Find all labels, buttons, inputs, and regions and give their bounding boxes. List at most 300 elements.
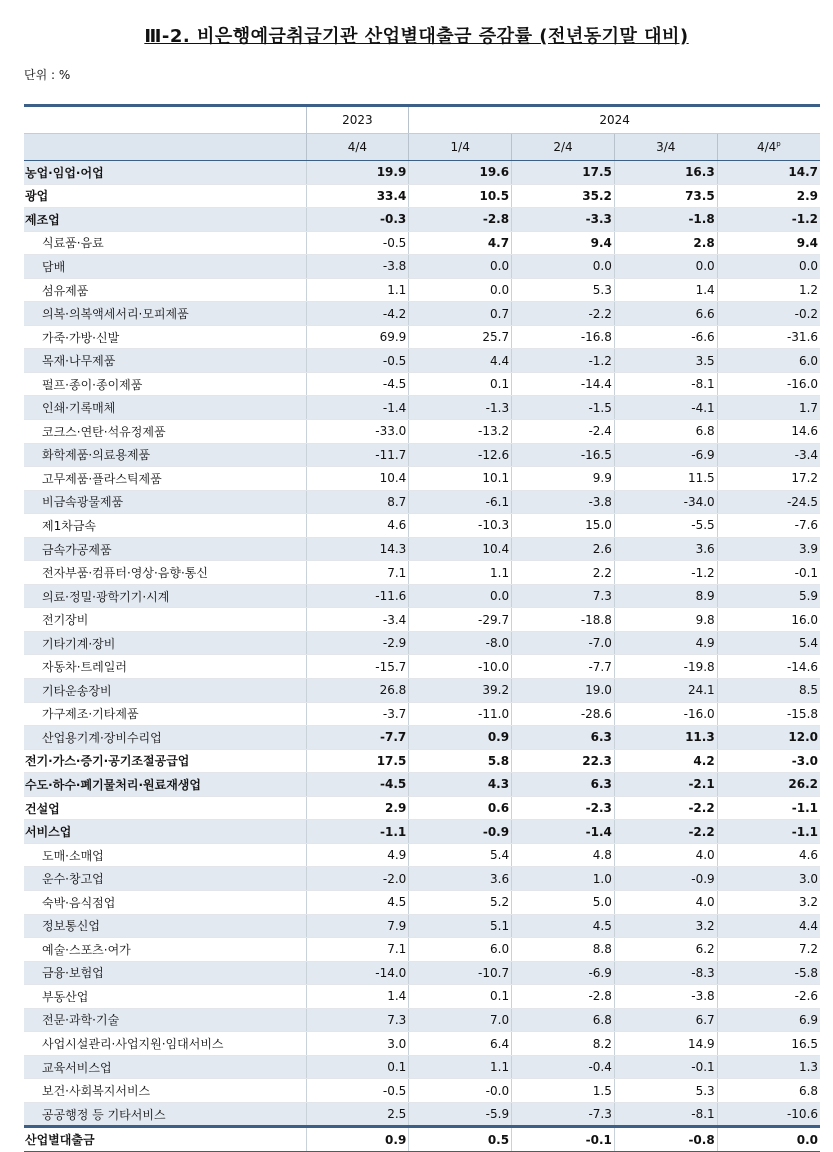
- quarter-label: 2/4: [553, 140, 573, 154]
- industry-name: 산업용기계·장비수리업: [24, 726, 306, 750]
- value-cell: 10.4: [306, 467, 409, 491]
- value-cell: -19.8: [614, 655, 717, 679]
- value-cell: 16.0: [717, 608, 820, 632]
- value-cell: -6.9: [512, 961, 615, 985]
- value-cell: -2.2: [614, 796, 717, 820]
- value-cell: -1.2: [717, 208, 820, 232]
- quarter-label: 4/4: [756, 140, 777, 154]
- table-row: [24, 584, 820, 608]
- value-cell: -8.3: [614, 961, 717, 985]
- value-cell: -28.6: [512, 702, 615, 726]
- value-cell: -11.0: [409, 702, 512, 726]
- value-cell: 4.4: [717, 914, 820, 938]
- header-quarter: [614, 134, 717, 161]
- value-cell: 19.9: [306, 161, 409, 185]
- value-cell: 6.9: [717, 1008, 820, 1032]
- quarter-label: 1/4: [450, 140, 470, 154]
- value-cell: 6.0: [717, 349, 820, 373]
- value-cell: 19.0: [512, 679, 615, 703]
- industry-name: 섬유제품: [24, 278, 306, 302]
- value-cell: -1.4: [306, 396, 409, 420]
- value-cell: -6.1: [409, 490, 512, 514]
- value-cell: -14.6: [717, 655, 820, 679]
- value-cell: 35.2: [512, 184, 615, 208]
- table-row: [24, 443, 820, 467]
- value-cell: 0.0: [717, 255, 820, 279]
- value-cell: 14.9: [614, 1032, 717, 1056]
- industry-name: 가구제조·기타제품: [24, 702, 306, 726]
- value-cell: 9.4: [717, 231, 820, 255]
- industry-name: 수도·하수·폐기물처리·원료재생업: [24, 773, 306, 797]
- value-cell: -34.0: [614, 490, 717, 514]
- value-cell: -7.0: [512, 631, 615, 655]
- value-cell: -8.0: [409, 631, 512, 655]
- value-cell: 11.3: [614, 726, 717, 750]
- value-cell: 1.1: [409, 561, 512, 585]
- value-cell: -6.6: [614, 325, 717, 349]
- value-cell: -0.1: [614, 1055, 717, 1079]
- industry-name: 의료·정밀·광학기기·시계: [24, 584, 306, 608]
- value-cell: 5.4: [409, 843, 512, 867]
- value-cell: -10.3: [409, 514, 512, 538]
- value-cell: -0.1: [512, 1127, 615, 1152]
- header-blank-cell: [24, 134, 306, 161]
- value-cell: 17.2: [717, 467, 820, 491]
- value-cell: 14.7: [717, 161, 820, 185]
- value-cell: 11.5: [614, 467, 717, 491]
- value-cell: -0.9: [409, 820, 512, 844]
- value-cell: -14.0: [306, 961, 409, 985]
- header-quarter: [512, 134, 615, 161]
- value-cell: 7.3: [306, 1008, 409, 1032]
- industry-name: 도매·소매업: [24, 843, 306, 867]
- value-cell: -11.7: [306, 443, 409, 467]
- industry-name: 건설업: [24, 796, 306, 820]
- industry-name: 금속가공제품: [24, 537, 306, 561]
- value-cell: 6.0: [409, 938, 512, 962]
- value-cell: -13.2: [409, 420, 512, 444]
- table-row: [24, 278, 820, 302]
- value-cell: 1.7: [717, 396, 820, 420]
- value-cell: -15.8: [717, 702, 820, 726]
- value-cell: -7.7: [512, 655, 615, 679]
- value-cell: 1.0: [512, 867, 615, 891]
- industry-name: 전기장비: [24, 608, 306, 632]
- value-cell: 4.9: [306, 843, 409, 867]
- value-cell: 3.2: [614, 914, 717, 938]
- industry-name: 가죽·가방·신발: [24, 325, 306, 349]
- value-cell: -4.5: [306, 372, 409, 396]
- value-cell: 5.3: [512, 278, 615, 302]
- value-cell: 6.3: [512, 773, 615, 797]
- value-cell: -2.3: [512, 796, 615, 820]
- value-cell: 1.3: [717, 1055, 820, 1079]
- value-cell: -10.6: [717, 1102, 820, 1127]
- value-cell: 5.8: [409, 749, 512, 773]
- value-cell: 0.0: [409, 584, 512, 608]
- table-body: [24, 161, 820, 1152]
- table-row: [24, 679, 820, 703]
- value-cell: 1.4: [614, 278, 717, 302]
- value-cell: 3.0: [306, 1032, 409, 1056]
- value-cell: 4.6: [717, 843, 820, 867]
- value-cell: 4.0: [614, 843, 717, 867]
- value-cell: 7.9: [306, 914, 409, 938]
- industry-name: 운수·창고업: [24, 867, 306, 891]
- table-row: [24, 796, 820, 820]
- value-cell: -3.3: [512, 208, 615, 232]
- value-cell: 1.5: [512, 1079, 615, 1103]
- industry-name: 광업: [24, 184, 306, 208]
- table-row: [24, 773, 820, 797]
- industry-name: 금융·보험업: [24, 961, 306, 985]
- value-cell: 3.5: [614, 349, 717, 373]
- value-cell: 17.5: [306, 749, 409, 773]
- value-cell: -0.3: [306, 208, 409, 232]
- value-cell: 5.2: [409, 890, 512, 914]
- value-cell: 16.3: [614, 161, 717, 185]
- value-cell: -31.6: [717, 325, 820, 349]
- value-cell: 4.7: [409, 231, 512, 255]
- value-cell: 2.6: [512, 537, 615, 561]
- value-cell: 25.7: [409, 325, 512, 349]
- quarter-label: 4/4: [347, 140, 368, 154]
- value-cell: -0.0: [409, 1079, 512, 1103]
- value-cell: 6.7: [614, 1008, 717, 1032]
- value-cell: 14.6: [717, 420, 820, 444]
- quarter-header-row: [24, 134, 820, 161]
- value-cell: -3.8: [306, 255, 409, 279]
- value-cell: 0.1: [409, 985, 512, 1009]
- value-cell: 26.8: [306, 679, 409, 703]
- value-cell: -3.0: [717, 749, 820, 773]
- value-cell: 9.9: [512, 467, 615, 491]
- value-cell: 19.6: [409, 161, 512, 185]
- value-cell: 0.5: [409, 1127, 512, 1152]
- industry-name: 농업·임업·어업: [24, 161, 306, 185]
- value-cell: -0.9: [614, 867, 717, 891]
- industry-name: 공공행정 등 기타서비스: [24, 1102, 306, 1127]
- value-cell: 8.2: [512, 1032, 615, 1056]
- value-cell: 7.1: [306, 938, 409, 962]
- value-cell: 8.5: [717, 679, 820, 703]
- industry-name: 보건·사회복지서비스: [24, 1079, 306, 1103]
- table-row: [24, 1032, 820, 1056]
- value-cell: 4.2: [614, 749, 717, 773]
- value-cell: 6.2: [614, 938, 717, 962]
- table-row: [24, 349, 820, 373]
- value-cell: -11.6: [306, 584, 409, 608]
- value-cell: -4.2: [306, 302, 409, 326]
- quarter-label: 3/4: [656, 140, 676, 154]
- value-cell: 2.9: [306, 796, 409, 820]
- value-cell: -2.8: [409, 208, 512, 232]
- value-cell: 10.5: [409, 184, 512, 208]
- table-row: [24, 938, 820, 962]
- value-cell: 10.4: [409, 537, 512, 561]
- value-cell: 4.5: [306, 890, 409, 914]
- value-cell: 0.9: [409, 726, 512, 750]
- table-row: [24, 514, 820, 538]
- value-cell: -15.7: [306, 655, 409, 679]
- value-cell: 9.8: [614, 608, 717, 632]
- value-cell: 7.3: [512, 584, 615, 608]
- value-cell: 8.9: [614, 584, 717, 608]
- value-cell: 3.0: [717, 867, 820, 891]
- value-cell: 3.6: [409, 867, 512, 891]
- value-cell: -1.4: [512, 820, 615, 844]
- table-row: [24, 231, 820, 255]
- table-row: [24, 631, 820, 655]
- industry-name: 펄프·종이·종이제품: [24, 372, 306, 396]
- value-cell: -0.8: [614, 1127, 717, 1152]
- table-row: [24, 867, 820, 891]
- value-cell: 7.1: [306, 561, 409, 585]
- value-cell: 6.4: [409, 1032, 512, 1056]
- value-cell: -2.2: [512, 302, 615, 326]
- industry-name: 기타기계·장비: [24, 631, 306, 655]
- value-cell: 5.1: [409, 914, 512, 938]
- value-cell: 4.8: [512, 843, 615, 867]
- table-row: [24, 1055, 820, 1079]
- value-cell: 1.1: [306, 278, 409, 302]
- value-cell: 0.9: [306, 1127, 409, 1152]
- value-cell: -7.7: [306, 726, 409, 750]
- value-cell: -2.6: [717, 985, 820, 1009]
- industry-name: 고무제품·플라스틱제품: [24, 467, 306, 491]
- value-cell: -5.8: [717, 961, 820, 985]
- value-cell: -3.8: [512, 490, 615, 514]
- value-cell: -1.1: [717, 820, 820, 844]
- value-cell: -0.1: [717, 561, 820, 585]
- value-cell: -0.2: [717, 302, 820, 326]
- value-cell: 0.7: [409, 302, 512, 326]
- industry-name: 자동차·트레일러: [24, 655, 306, 679]
- table-row: [24, 161, 820, 185]
- value-cell: 69.9: [306, 325, 409, 349]
- value-cell: -33.0: [306, 420, 409, 444]
- value-cell: 17.5: [512, 161, 615, 185]
- value-cell: 9.4: [512, 231, 615, 255]
- industry-name: 교육서비스업: [24, 1055, 306, 1079]
- value-cell: 0.1: [306, 1055, 409, 1079]
- value-cell: 73.5: [614, 184, 717, 208]
- table-row: [24, 255, 820, 279]
- value-cell: 4.5: [512, 914, 615, 938]
- value-cell: 5.9: [717, 584, 820, 608]
- industry-name: 의복·의복액세서리·모피제품: [24, 302, 306, 326]
- value-cell: -24.5: [717, 490, 820, 514]
- industry-name: 화학제품·의료용제품: [24, 443, 306, 467]
- value-cell: -5.5: [614, 514, 717, 538]
- value-cell: -16.8: [512, 325, 615, 349]
- value-cell: 16.5: [717, 1032, 820, 1056]
- value-cell: 15.0: [512, 514, 615, 538]
- value-cell: -2.2: [614, 820, 717, 844]
- value-cell: -1.5: [512, 396, 615, 420]
- value-cell: 22.3: [512, 749, 615, 773]
- value-cell: 14.3: [306, 537, 409, 561]
- industry-name: 인쇄·기록매체: [24, 396, 306, 420]
- value-cell: 0.1: [409, 372, 512, 396]
- table-row: [24, 749, 820, 773]
- table-row: [24, 467, 820, 491]
- value-cell: 4.4: [409, 349, 512, 373]
- value-cell: 6.8: [512, 1008, 615, 1032]
- value-cell: 3.9: [717, 537, 820, 561]
- industry-name: 부동산업: [24, 985, 306, 1009]
- industry-name: 예술·스포츠·여가: [24, 938, 306, 962]
- header-quarter: [306, 134, 409, 161]
- value-cell: 7.2: [717, 938, 820, 962]
- industry-name: 사업시설관리·사업지원·임대서비스: [24, 1032, 306, 1056]
- value-cell: 3.6: [614, 537, 717, 561]
- value-cell: -2.0: [306, 867, 409, 891]
- value-cell: 3.2: [717, 890, 820, 914]
- table-row: [24, 961, 820, 985]
- table-row: [24, 1102, 820, 1127]
- table-row: [24, 726, 820, 750]
- value-cell: -16.0: [717, 372, 820, 396]
- value-cell: -0.5: [306, 1079, 409, 1103]
- value-cell: -1.8: [614, 208, 717, 232]
- value-cell: -1.2: [614, 561, 717, 585]
- industry-name: 기타운송장비: [24, 679, 306, 703]
- value-cell: -7.6: [717, 514, 820, 538]
- table-row: [24, 325, 820, 349]
- preliminary-mark: p: [776, 140, 781, 148]
- table-row: [24, 561, 820, 585]
- value-cell: 1.2: [717, 278, 820, 302]
- value-cell: -14.4: [512, 372, 615, 396]
- table-row: [24, 608, 820, 632]
- value-cell: 6.8: [717, 1079, 820, 1103]
- industry-name: 정보통신업: [24, 914, 306, 938]
- value-cell: 6.8: [614, 420, 717, 444]
- value-cell: 39.2: [409, 679, 512, 703]
- table-row: [24, 843, 820, 867]
- value-cell: -1.1: [717, 796, 820, 820]
- value-cell: -4.5: [306, 773, 409, 797]
- value-cell: 5.4: [717, 631, 820, 655]
- value-cell: 2.8: [614, 231, 717, 255]
- value-cell: -3.4: [717, 443, 820, 467]
- value-cell: 6.6: [614, 302, 717, 326]
- header-year-2023: 2023: [306, 106, 409, 134]
- value-cell: 1.1: [409, 1055, 512, 1079]
- value-cell: -29.7: [409, 608, 512, 632]
- table-row: [24, 702, 820, 726]
- total-row: [24, 1127, 820, 1152]
- value-cell: 0.0: [512, 255, 615, 279]
- header-quarter: [717, 134, 820, 161]
- value-cell: -0.5: [306, 231, 409, 255]
- value-cell: -0.5: [306, 349, 409, 373]
- industry-name: 목재·나무제품: [24, 349, 306, 373]
- value-cell: -8.1: [614, 1102, 717, 1127]
- value-cell: 5.3: [614, 1079, 717, 1103]
- header-blank-cell: [24, 106, 306, 134]
- value-cell: -12.6: [409, 443, 512, 467]
- industry-name: 식료품·음료: [24, 231, 306, 255]
- industry-name: 서비스업: [24, 820, 306, 844]
- value-cell: -3.8: [614, 985, 717, 1009]
- value-cell: 4.0: [614, 890, 717, 914]
- table-row: [24, 372, 820, 396]
- value-cell: 10.1: [409, 467, 512, 491]
- value-cell: -2.1: [614, 773, 717, 797]
- table-row: [24, 490, 820, 514]
- value-cell: -1.2: [512, 349, 615, 373]
- value-cell: 8.8: [512, 938, 615, 962]
- industry-name: 제1차금속: [24, 514, 306, 538]
- table-row: [24, 1008, 820, 1032]
- value-cell: 4.9: [614, 631, 717, 655]
- table-row: [24, 302, 820, 326]
- value-cell: -2.4: [512, 420, 615, 444]
- value-cell: -16.5: [512, 443, 615, 467]
- value-cell: -5.9: [409, 1102, 512, 1127]
- value-cell: 4.6: [306, 514, 409, 538]
- industry-name: 전기·가스·증기·공기조절공급업: [24, 749, 306, 773]
- industry-name: 코크스·연탄·석유정제품: [24, 420, 306, 444]
- value-cell: 5.0: [512, 890, 615, 914]
- value-cell: 2.5: [306, 1102, 409, 1127]
- value-cell: 0.0: [409, 255, 512, 279]
- value-cell: -1.3: [409, 396, 512, 420]
- value-cell: -18.8: [512, 608, 615, 632]
- table-row: [24, 1079, 820, 1103]
- value-cell: 33.4: [306, 184, 409, 208]
- value-cell: 26.2: [717, 773, 820, 797]
- value-cell: -3.4: [306, 608, 409, 632]
- value-cell: -10.7: [409, 961, 512, 985]
- value-cell: -4.1: [614, 396, 717, 420]
- table-row: [24, 914, 820, 938]
- table-row: [24, 655, 820, 679]
- page-title: Ⅲ-2. 비은행예금취급기관 산업별대출금 증감률 (전년동기말 대비): [144, 26, 689, 47]
- value-cell: -2.9: [306, 631, 409, 655]
- value-cell: 0.0: [409, 278, 512, 302]
- value-cell: 24.1: [614, 679, 717, 703]
- table-row: [24, 184, 820, 208]
- table-row: [24, 890, 820, 914]
- industry-name: 숙박·음식점업: [24, 890, 306, 914]
- value-cell: -3.7: [306, 702, 409, 726]
- table-row: [24, 420, 820, 444]
- year-header-row: [24, 106, 820, 134]
- value-cell: 2.9: [717, 184, 820, 208]
- value-cell: -6.9: [614, 443, 717, 467]
- value-cell: 0.6: [409, 796, 512, 820]
- industry-name: 제조업: [24, 208, 306, 232]
- value-cell: 12.0: [717, 726, 820, 750]
- value-cell: 0.0: [717, 1127, 820, 1152]
- loan-growth-table: [24, 104, 820, 1152]
- table-row: [24, 820, 820, 844]
- header-quarter: [409, 134, 512, 161]
- industry-name: 전자부품·컴퓨터·영상·음향·통신: [24, 561, 306, 585]
- industry-name: 담배: [24, 255, 306, 279]
- value-cell: 2.2: [512, 561, 615, 585]
- table-row: [24, 537, 820, 561]
- value-cell: 6.3: [512, 726, 615, 750]
- table-row: [24, 985, 820, 1009]
- value-cell: 1.4: [306, 985, 409, 1009]
- industry-name: 전문·과학·기술: [24, 1008, 306, 1032]
- value-cell: 0.0: [614, 255, 717, 279]
- value-cell: 4.3: [409, 773, 512, 797]
